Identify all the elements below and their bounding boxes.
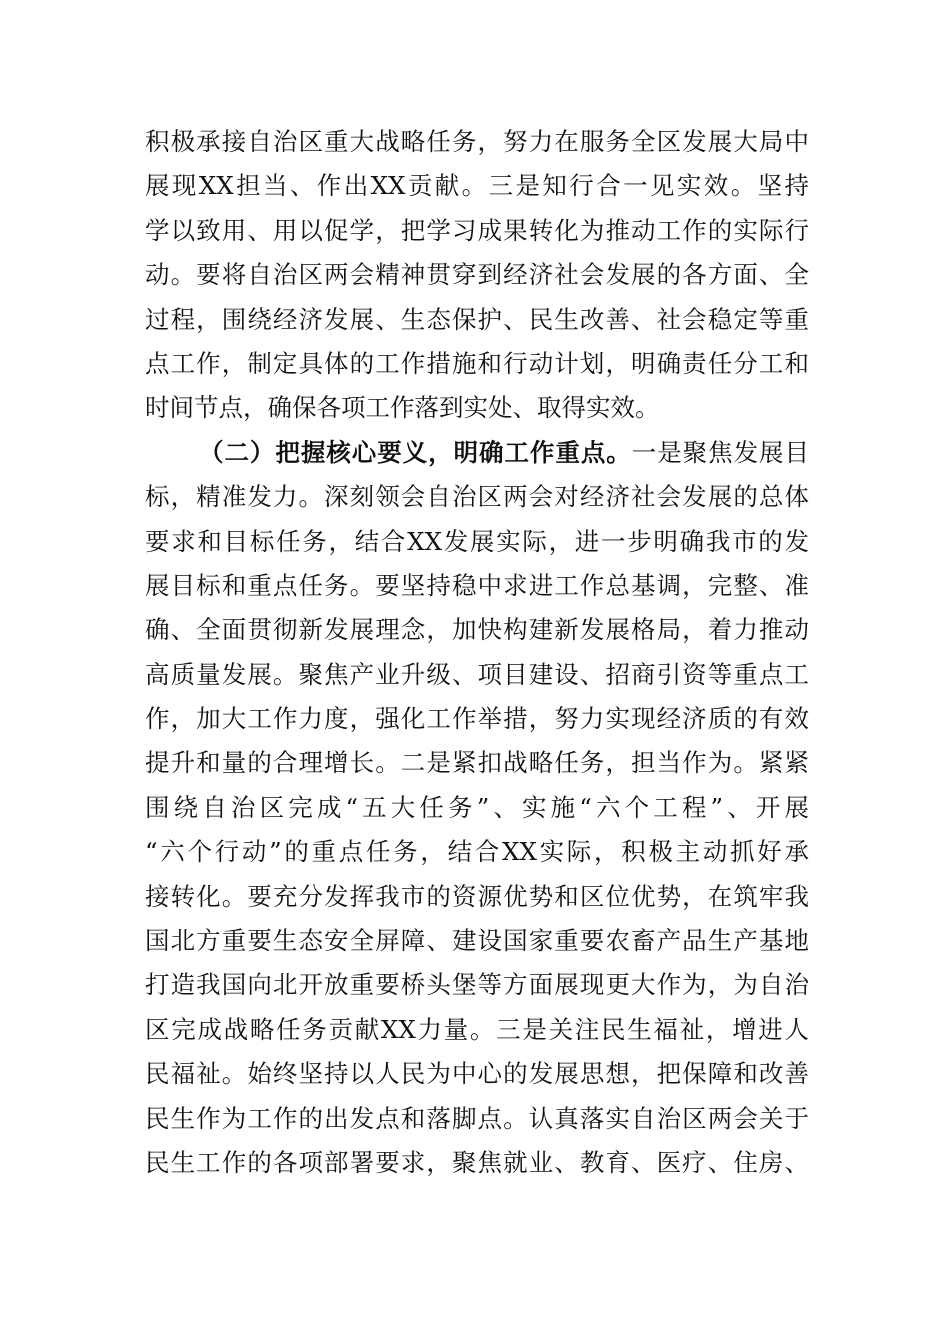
text-line: 国北方重要生态安全屏障、建设国家重要农畜产品生产基地 [145,926,809,956]
text-line: 提升和量的合理增长。二是紧扣战略任务，担当作为。紧紧 [145,748,809,778]
text-line: 打造我国向北开放重要桥头堡等方面展现更大作为，为自治 [145,970,809,1000]
text-line: 民生工作的各项部署要求，聚焦就业、教育、医疗、住房、 [145,1147,809,1177]
text-line: 点工作，制定具体的工作措施和行动计划，明确责任分工和 [145,348,809,378]
text-line: 高质量发展。聚焦产业升级、项目建设、招商引资等重点工 [145,659,809,689]
text-line: “六个行动”的重点任务，结合XX实际，积极主动抓好承 [145,837,809,867]
body-text [145,120,809,1185]
text-line: 围绕自治区完成“五大任务”、实施“六个工程”、开展 [145,792,809,822]
section-heading: （二）把握核心要义，明确工作重点。 [199,437,632,467]
text-line: 接转化。要充分发挥我市的资源优势和区位优势，在筑牢我 [145,881,809,911]
text-line: 确、全面贯彻新发展理念，加快构建新发展格局，着力推动 [145,615,809,645]
text-line: 积极承接自治区重大战略任务，努力在服务全区发展大局中 [145,127,809,156]
text-line: 时间节点，确保各项工作落到实处、取得实效。 [145,393,660,423]
text-line: 要求和目标任务，结合XX发展实际，进一步明确我市的发 [145,526,809,556]
text-line: 展现XX担当、作出XX贡献。三是知行合一见实效。坚持 [145,171,809,201]
text-line: 民福祉。始终坚持以人民为中心的发展思想，把保障和改善 [145,1059,809,1089]
text-line: 学以致用、用以促学，把学习成果转化为推动工作的实际行 [145,215,809,245]
text-line: 民生作为工作的出发点和落脚点。认真落实自治区两会关于 [145,1103,809,1133]
text-line: 作，加大工作力度，强化工作举措，努力实现经济质的有效 [145,704,809,734]
text-line: 区完成战略任务贡献XX力量。三是关注民生福祉，增进人 [145,1014,809,1044]
text-line: 动。要将自治区两会精神贯穿到经济社会发展的各方面、全 [145,260,809,290]
text-line: 标，精准发力。深刻领会自治区两会对经济社会发展的总体 [145,482,809,512]
section-heading-line [145,431,809,475]
text-run: 一是聚焦发展目 [631,437,810,467]
text-line: 过程，围绕经济发展、生态保护、民生改善、社会稳定等重 [145,304,809,334]
text-line: 展目标和重点任务。要坚持稳中求进工作总基调，完整、准 [145,570,809,600]
